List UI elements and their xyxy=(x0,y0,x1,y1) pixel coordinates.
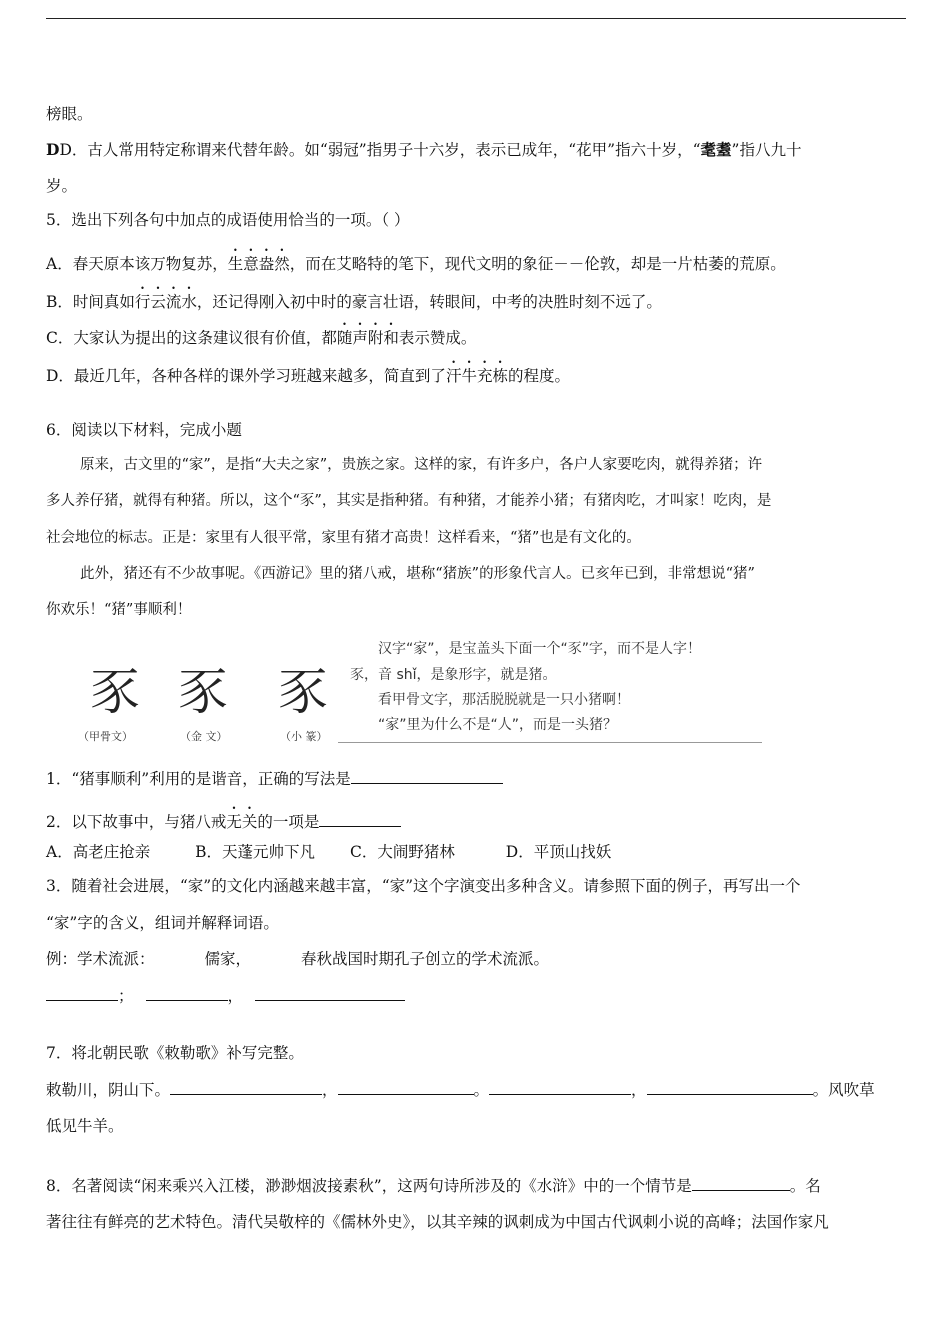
subquestion-1: 1．“猪事顺利”利用的是谐音，正确的写法是 xyxy=(46,768,503,789)
answer-blank[interactable] xyxy=(338,1079,474,1095)
answer-blank[interactable] xyxy=(647,1079,813,1095)
answer-blank[interactable] xyxy=(319,811,401,827)
passage-line: 社会地位的标志。正是：家里有人很平常，家里有猪才高贵！这样看来，“猪”也是有文化的。 xyxy=(46,530,641,546)
dotted-idiom: 随声附和 xyxy=(336,329,399,347)
answer-blank[interactable] xyxy=(489,1079,631,1095)
question-7-line: 敕勒川，阴山下。 ， 。 ， 。风吹草 xyxy=(46,1081,875,1099)
glyph-jiaguwen: 豕 xyxy=(90,663,140,721)
question-6: 6．阅读以下材料，完成小题 xyxy=(46,421,242,439)
caption-jiaguwen: （甲骨文） xyxy=(78,730,133,743)
header-rule xyxy=(46,18,906,19)
caption-jinwen: （金 文） xyxy=(180,730,228,743)
passage-line: 你欢乐！“猪”事顺利！ xyxy=(46,602,192,618)
figure-underline xyxy=(338,742,762,743)
subquestion-2: 2．以下故事中，与猪八戒无关的一项是 xyxy=(46,804,401,832)
option-c: C．大闹野猪林 xyxy=(349,843,455,861)
shi-character-figure xyxy=(78,632,762,746)
question-5: 5．选出下列各句中加点的成语使用恰当的一项。（ ） xyxy=(46,211,410,229)
glyph-jinwen: 豕 xyxy=(178,663,228,721)
option-5c: C．大家认为提出的这条建议很有价值，都随声附和表示赞成。 xyxy=(46,329,477,347)
answer-blank[interactable] xyxy=(46,985,118,1001)
answer-blank[interactable] xyxy=(170,1079,322,1095)
example-line: 例：学术流派： 儒家， 春秋战国时期孔子创立的学术流派。 xyxy=(46,950,550,968)
option-d: D．平顶山找妖 xyxy=(505,843,612,861)
question-8: 8．名著阅读“闲来乘兴入江楼，渺渺烟波接素秋”，这两句诗所涉及的《水浒》中的一个情节是 。名 xyxy=(46,1177,821,1195)
option-5a: A．春天原本该万物复苏，生意盎然，而在艾略特的笔下，现代文明的象征－－伦敦，却是一片枯萎的荒原。 xyxy=(46,255,786,273)
answer-blank[interactable] xyxy=(351,768,503,784)
text-line: 岁。 xyxy=(46,177,78,195)
option-5d: D．最近几年，各种各样的课外学习班越来越多，简直到了汗牛充栋的程度。 xyxy=(46,367,570,385)
text-line: 榜眼。 xyxy=(46,105,93,123)
passage-line: 原来，古文里的“家”，是指“大夫之家”，贵族之家。这样的家，有许多户，各户人家要吃肉，就得养猪；许 xyxy=(80,457,763,473)
figure-note: 豕，音 shǐ，是象形字，就是猪。 xyxy=(350,667,557,683)
dotted-idiom: 生意盎然 xyxy=(227,255,290,273)
passage-line: 此外，猪还有不少故事呢。《西游记》里的猪八戒，堪称“猪族”的形象代言人。已亥年已到，非常想说“猪” xyxy=(80,566,755,582)
figure-note: 汉字“家”，是宝盖头下面一个“豕”字，而不是人字！ xyxy=(378,641,702,657)
subquestion-3: 3．随着社会进展，“家”的文化内涵越来越丰富，“家”这个字演变出多种含义。请参照下面的例子，再写出一个 xyxy=(46,877,801,895)
subquestion-2-options xyxy=(46,842,611,862)
option-b: B．天蓬元帅下凡 xyxy=(195,843,316,861)
answer-blank[interactable] xyxy=(146,985,228,1001)
option-5b: B．时间真如行云流水，还记得刚入初中时的豪言壮语，转眼间，中考的决胜时刻不远了。 xyxy=(46,293,662,311)
dotted-idiom: 汗牛充栋 xyxy=(445,367,508,385)
figure-note: “家”里为什么不是“人”，而是一头猪？ xyxy=(378,717,618,733)
caption-xiaozhuan: （小 篆） xyxy=(280,730,328,743)
text-line: “家”字的含义，组词并解释词语。 xyxy=(46,914,279,932)
text-line: 著往往有鲜亮的艺术特色。清代吴敬梓的《儒林外史》，以其辛辣的讽刺成为中国古代讽刺小说的高峰；法国作家凡 xyxy=(46,1213,829,1231)
glyph-xiaozhuan: 豕 xyxy=(278,663,328,721)
question-4d: DD．古人常用特定称谓来代替年龄。如“弱冠”指男子十六岁，表示已成年，“花甲”指六十岁，“耄耋”指八九十 xyxy=(46,140,802,159)
passage-line: 多人养仔猪，就得有种猪。所以，这个“豕”，其实是指种猪。有种猪，才能养小猪；有猪肉吃，才叫家！吃肉，是 xyxy=(46,493,772,509)
dotted-idiom: 行云流水 xyxy=(134,293,197,311)
question-7: 7．将北朝民歌《敕勒歌》补写完整。 xyxy=(46,1044,304,1062)
text-line: 低见牛羊。 xyxy=(46,1117,124,1135)
answer-blank[interactable] xyxy=(255,985,405,1001)
dotted-word: 无关 xyxy=(226,813,258,831)
answer-blanks-row: ； ， xyxy=(46,985,405,1006)
figure-note: 看甲骨文字，那活脱脱就是一只小猪啊！ xyxy=(378,692,630,708)
option-a: A．高老庄抢亲 xyxy=(46,843,151,861)
answer-blank[interactable] xyxy=(692,1175,790,1191)
